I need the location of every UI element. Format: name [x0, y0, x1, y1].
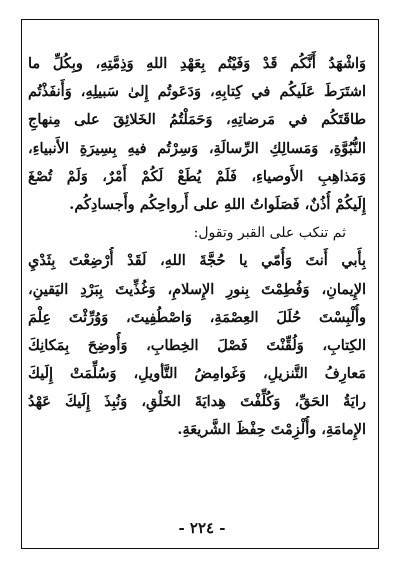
- page-number: - ٢٢٤ -: [178, 519, 226, 537]
- text-block: [28, 50, 366, 445]
- text-line: إِلَيكُمْ أُذُنٌ، فَصَلَواتُ اللهِ على أَرواحِكُم وأَجسادِكُم.: [69, 195, 366, 213]
- text-line: وَمَذاهِبِ الأَوصياءِ، فَلَمْ يُطَعْ لَكُمْ أَمْرٌ، وَلَمْ تُصْغَ: [28, 167, 366, 185]
- text-line: وَاشْهَدُ أَنَّكُم قَدْ وَفَيْتُم بِعَهْدِ اللهِ وَذِمَّتِهِ، وبِكُلِّ ما: [28, 55, 366, 72]
- text-line: الإِيمانِ، وَفُطِمْتَ بِنورِ الإِسلامِ، وَغُذِّيتَ بِبَرْدِ اليَقينِ،: [28, 280, 366, 298]
- text-line: الكِتابِ، وَلُقِّنْتَ فَصْلَ الخِطابِ، وَأُوضِحَ بِمَكانِكَ: [28, 336, 366, 354]
- text-line: مَعارِفُ التَّنزيلِ، وَغَوامِضُ التَّأويلِ، وَسُلِّمَتْ إِلَيكَ: [28, 365, 366, 383]
- text-line: اشتَرَطَ عَلَيكُم في كِتابِهِ، وَدَعَوتُم إِلىٰ سَبيلِهِ، وَأَنفَذْتُم: [28, 83, 366, 101]
- text-line: النُّبُوَّةِ، وَمَسالِكِ الرِّسالَةِ، وَسِرْتُم فيهِ بِسِيرَةِ الأَنبياءِ،: [28, 139, 366, 157]
- instruction-heading: ثم تنكب على القبر وتقول:: [193, 225, 346, 242]
- text-line: الإِمامَةِ، وأُلْزِمْتَ حِفْظَ الشَّريعَةِ.: [177, 421, 366, 439]
- text-line: رايَةُ الحَقِّ، وَكُلِّفْتَ هِدايَةَ الخَلْقِ، وَنُبِذَ إِلَيكَ عَهْدُ: [28, 393, 366, 411]
- text-line: طاقَتَكُم في مَرضاتِهِ، وَحَمَلْتُمُ الخَلائِقَ على مِنهاجِ: [28, 111, 366, 129]
- text-line: بِأَبي أَنتَ وَأُمّي يا حُجَّةَ اللهِ، لَقَدْ أُرْضِعْتَ بِثَدْيِ: [28, 252, 366, 270]
- text-line: وأُلْبِسْتَ حُلَلَ العِصْمَةِ، وَاصْطُفِيتَ، وَوُرِّثْتَ عِلْمَ: [28, 308, 366, 326]
